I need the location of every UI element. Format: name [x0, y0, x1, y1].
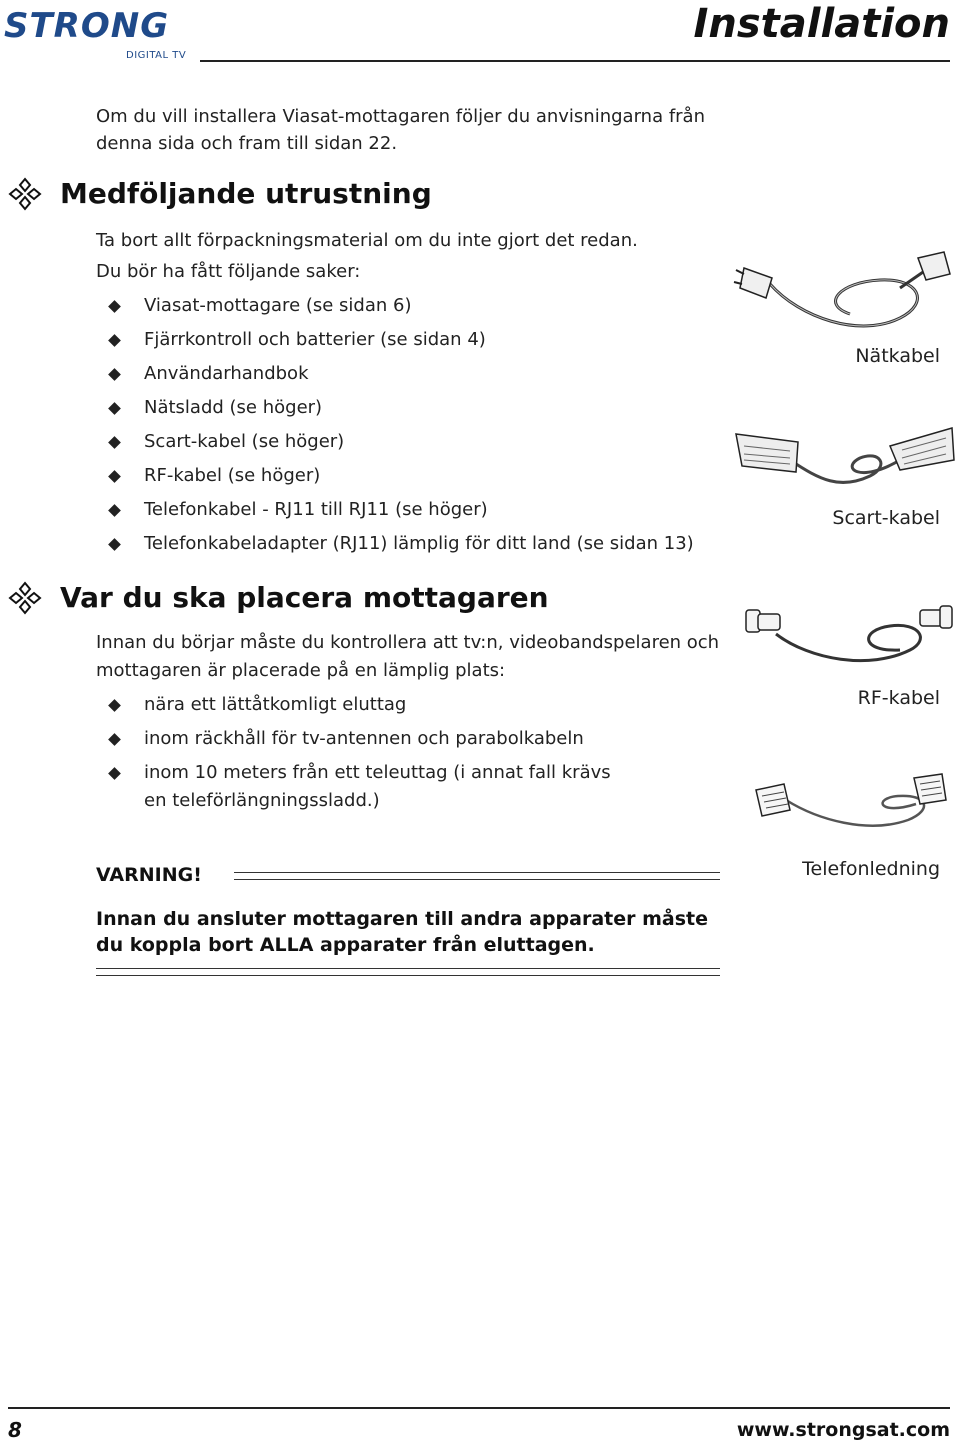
header-divider: [200, 60, 950, 62]
list-item: Fjärrkontroll och batterier (se sidan 4): [96, 326, 716, 354]
power-cable-image: [730, 248, 956, 340]
diamond-bullet-icon: [108, 334, 121, 347]
power-cable-label: Nätkabel: [855, 345, 940, 367]
section-heading-equipment: [8, 176, 432, 212]
diamond-bullet-icon: [108, 470, 121, 483]
section-heading-label: Medföljande utrustning: [60, 177, 432, 210]
strong-logo: [4, 6, 194, 62]
four-diamond-icon: [8, 581, 42, 615]
logo-wordmark: STRONG: [4, 6, 170, 46]
page-title: Installation: [693, 1, 950, 47]
warning-text: Innan du ansluter mottagaren till andra apparater måste du koppla bort ALLA apparater från eluttagen.: [96, 908, 709, 956]
telephone-cable-label: Telefonledning: [802, 858, 940, 880]
scart-cable-label: Scart-kabel: [832, 507, 940, 529]
list-item: Scart-kabel (se höger): [96, 428, 716, 456]
placement-intro-text: Innan du börjar måste du kontrollera att tv:n, videobandspelaren och mottagaren är placerade på en lämplig plats:: [96, 632, 720, 681]
diamond-bullet-icon: [108, 436, 121, 449]
list-item: Användarhandbok: [96, 360, 716, 388]
list-item: Viasat-mottagare (se sidan 6): [96, 292, 716, 320]
list-item: Nätsladd (se höger): [96, 394, 716, 422]
footer-divider: [8, 1407, 950, 1409]
diamond-bullet-icon: [108, 767, 121, 780]
rf-cable-image: [740, 600, 958, 672]
four-diamond-icon: [8, 177, 42, 211]
list-item: Telefonkabel - RJ11 till RJ11 (se höger): [96, 496, 716, 524]
list-item: RF-kabel (se höger): [96, 462, 716, 490]
diamond-bullet-icon: [108, 538, 121, 551]
list-item: inom 10 meters från ett teleuttag (i annat fall krävs en teleförlängningssladd.): [96, 759, 716, 815]
section-heading-label: Var du ska placera mottagaren: [60, 581, 549, 614]
equipment-list: [96, 292, 716, 564]
warning-label: VARNING!: [96, 864, 202, 886]
rf-cable-label: RF-kabel: [857, 687, 940, 709]
telephone-cable-image: [748, 770, 956, 850]
list-item: nära ett lättåtkomligt eluttag: [96, 691, 716, 719]
intro-text: Om du vill installera Viasat-mottagaren följer du anvisningarna från denna sida och fram till sidan 22.: [96, 106, 705, 154]
diamond-bullet-icon: [108, 733, 121, 746]
page-number: 8: [8, 1418, 22, 1442]
scart-cable-image: [730, 420, 958, 504]
diamond-bullet-icon: [108, 300, 121, 313]
placement-list: [96, 691, 716, 821]
logo-subtitle: DIGITAL TV: [126, 50, 187, 61]
diamond-bullet-icon: [108, 402, 121, 415]
list-item: inom räckhåll för tv-antennen och parabolkabeln: [96, 725, 716, 753]
received-items-text: Du bör ha fått följande saker:: [96, 261, 361, 282]
diamond-bullet-icon: [108, 368, 121, 381]
warning-divider-top: [234, 872, 720, 880]
remove-packaging-text: Ta bort allt förpackningsmaterial om du inte gjort det redan.: [96, 230, 638, 251]
diamond-bullet-icon: [108, 699, 121, 712]
website-url: www.strongsat.com: [736, 1419, 950, 1441]
list-item: Telefonkabeladapter (RJ11) lämplig för ditt land (se sidan 13): [96, 530, 716, 558]
warning-divider-bottom: [96, 968, 720, 976]
diamond-bullet-icon: [108, 504, 121, 517]
section-heading-placement: [8, 580, 549, 616]
